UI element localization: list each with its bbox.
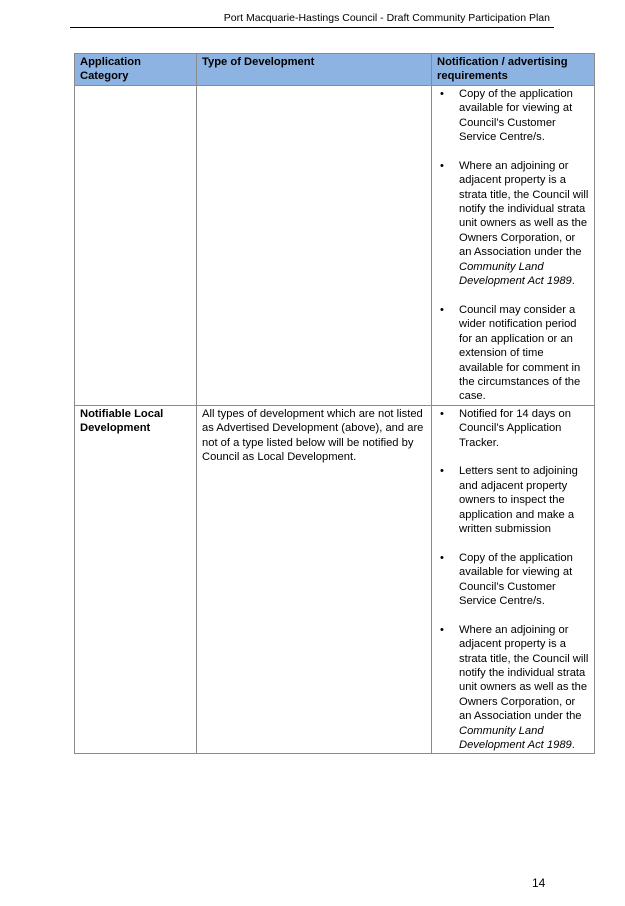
page-header: Port Macquarie-Hastings Council - Draft Community Participation Plan xyxy=(223,12,550,24)
requirement-text: Letters sent to adjoining and adjacent property owners to inspect the application and make a written submission xyxy=(459,465,578,535)
list-item xyxy=(437,303,589,404)
category-cell: Notifiable Local Development xyxy=(75,405,197,754)
header-application-category: Application Category xyxy=(75,54,197,86)
requirement-suffix: . xyxy=(571,275,575,288)
requirement-text: Council may consider a wider notification period for an application or an extension of time available for comment in the circumstances of the case. xyxy=(459,303,581,403)
list-item xyxy=(437,551,589,609)
bullet-icon: • xyxy=(440,159,444,172)
page-number: 14 xyxy=(532,876,546,890)
notification-table xyxy=(74,53,595,754)
bullet-icon: • xyxy=(440,623,444,636)
requirement-text: Where an adjoining or adjacent property is a strata title, the Council will notify the individual strata unit owners as well as the Owners Corporation, or an Association under the xyxy=(459,623,589,723)
requirements-list xyxy=(437,407,589,753)
list-item xyxy=(437,407,589,450)
requirement-text: Notified for 14 days on Council’s Application Tracker. xyxy=(459,407,571,449)
list-item xyxy=(437,87,589,145)
header-rule xyxy=(70,27,554,28)
requirement-text: Copy of the application available for viewing at Council’s Customer Service Centre/s. xyxy=(459,551,573,607)
table-row xyxy=(75,85,595,405)
act-name: Community Land Development Act 1989 xyxy=(459,724,572,752)
header-type-of-development: Type of Development xyxy=(197,54,432,86)
requirements-cell xyxy=(432,85,595,405)
requirements-cell xyxy=(432,405,595,754)
bullet-icon: • xyxy=(440,551,444,564)
bullet-icon: • xyxy=(440,87,444,100)
requirement-text: Where an adjoining or adjacent property is a strata title, the Council will notify the individual strata unit owners as well as the Owners Corporation, or an Association under the xyxy=(459,159,589,259)
header-notification-requirements: Notification / advertising requirements xyxy=(432,54,595,86)
table-header-row xyxy=(75,54,595,86)
category-cell xyxy=(75,85,197,405)
requirements-list xyxy=(437,87,589,404)
act-name: Community Land Development Act 1989 xyxy=(459,260,572,288)
list-item xyxy=(437,464,589,536)
bullet-icon: • xyxy=(440,407,444,420)
type-cell xyxy=(197,85,432,405)
requirement-suffix: . xyxy=(571,739,575,752)
bullet-icon: • xyxy=(440,303,444,316)
bullet-icon: • xyxy=(440,465,444,478)
list-item xyxy=(437,623,589,753)
list-item xyxy=(437,159,589,289)
table-row xyxy=(75,405,595,754)
requirement-text: Copy of the application available for viewing at Council’s Customer Service Centre/s. xyxy=(459,87,573,144)
type-cell: All types of development which are not listed as Advertised Development (above), and are not of a type listed below will be notified by Council as Local Development. xyxy=(197,405,432,754)
